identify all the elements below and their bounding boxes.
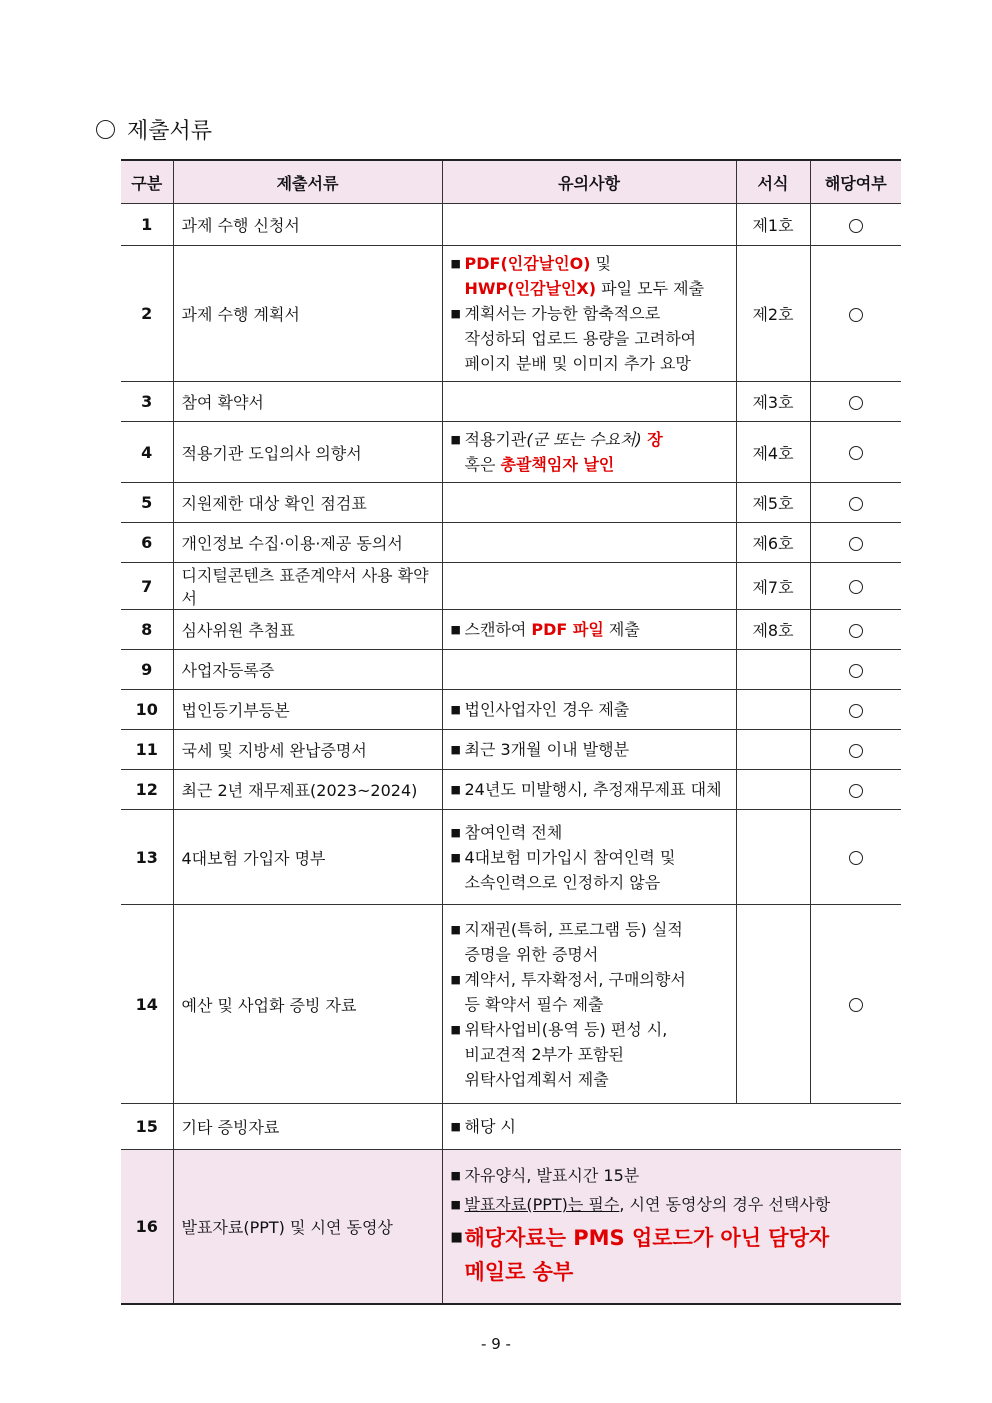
note-text [465, 870, 728, 895]
bullet-icon [451, 452, 465, 477]
row-number: 3 [121, 382, 173, 422]
document-name: 과제 수행 신청서 [173, 204, 442, 246]
document-name: 참여 확약서 [173, 382, 442, 422]
circle-mark-icon [849, 219, 863, 233]
note-line [451, 1192, 894, 1217]
row-number: 5 [121, 483, 173, 523]
header-notes: 유의사항 [442, 160, 736, 204]
applicable-cell [810, 650, 901, 690]
document-name: 과제 수행 계획서 [173, 246, 442, 382]
note-line [451, 967, 728, 992]
note-segment: 제출 [603, 620, 640, 639]
header-form: 서식 [736, 160, 810, 204]
notes-cell [442, 1104, 901, 1150]
bullet-icon: ■ [450, 972, 461, 986]
note-line [451, 992, 728, 1017]
notes-cell [442, 523, 736, 563]
note-text [465, 1255, 894, 1289]
header-document: 제출서류 [173, 160, 442, 204]
note-segment: 등 확약서 필수 제출 [464, 994, 604, 1014]
bullet-icon: ■ [450, 743, 461, 756]
circle-mark-icon [849, 446, 863, 460]
row-number: 12 [121, 770, 173, 810]
note-line [451, 326, 728, 351]
bullet-icon [451, 351, 465, 376]
note-line [451, 452, 728, 477]
note-text [465, 276, 728, 301]
bullet-icon: ■ [450, 257, 461, 270]
table-header-row [121, 160, 901, 204]
note-line [451, 1221, 894, 1255]
document-name: 사업자등록증 [173, 650, 442, 690]
notes-cell [442, 204, 736, 246]
table-row [121, 382, 901, 422]
row-number: 2 [121, 246, 173, 382]
bullet-icon: ■ [450, 703, 461, 716]
bullet-icon: ■ [450, 1230, 463, 1246]
note-segment: 작성하되 업로드 용량을 고려하여 [464, 329, 697, 348]
notes-cell [442, 1150, 901, 1304]
row-number: 13 [121, 810, 173, 905]
form-number: 제4호 [736, 422, 810, 483]
note-emphasis: 총괄책임자 날인 [500, 455, 615, 474]
applicable-cell [810, 523, 901, 563]
note-text [465, 820, 728, 845]
note-text [465, 427, 728, 452]
bullet-icon: ■ [450, 783, 461, 796]
row-number: 9 [121, 650, 173, 690]
note-line [451, 1042, 728, 1067]
note-segment: (군 또는 수요처) [526, 430, 642, 449]
note-text [465, 1192, 894, 1217]
note-segment: 소속인력으로 인정하지 않음 [464, 872, 661, 892]
form-number: 제8호 [736, 610, 810, 650]
note-text [465, 917, 728, 942]
circle-mark-icon [849, 580, 863, 594]
note-text [465, 452, 728, 477]
note-segment: 계획서는 가능한 함축적으로 [464, 304, 661, 323]
note-line [451, 351, 728, 376]
row-number: 14 [121, 905, 173, 1104]
circle-mark-icon [849, 784, 863, 798]
note-line [451, 251, 728, 276]
bullet-icon: ■ [450, 623, 461, 636]
notes-cell [442, 770, 736, 810]
circle-mark-icon [849, 704, 863, 718]
header-applicable: 해당여부 [810, 160, 901, 204]
form-number: 제2호 [736, 246, 810, 382]
note-text [465, 1067, 728, 1092]
note-segment: 비교견적 2부가 포함된 [464, 1044, 624, 1064]
note-line [451, 942, 728, 967]
note-text [465, 251, 728, 276]
table-row [121, 204, 901, 246]
page-number: - 9 - [481, 1335, 511, 1353]
applicable-cell [810, 810, 901, 905]
circle-mark-icon [849, 851, 863, 865]
notes-cell [442, 905, 736, 1104]
note-text [465, 777, 728, 802]
note-line [451, 917, 728, 942]
note-text [465, 1163, 894, 1188]
note-segment: , 시연 동영상의 경우 선택사항 [619, 1195, 831, 1215]
note-segment: 및 [590, 254, 612, 273]
circle-mark-icon [849, 396, 863, 410]
document-name: 법인등기부등본 [173, 690, 442, 730]
document-name: 최근 2년 재무제표(2023~2024) [173, 770, 442, 810]
note-line [451, 617, 728, 642]
note-line [451, 1255, 894, 1289]
document-name: 개인정보 수집·이용·제공 동의서 [173, 523, 442, 563]
table-row [121, 905, 901, 1104]
row-number: 16 [121, 1150, 173, 1304]
note-segment: 최근 3개월 이내 발행분 [464, 740, 630, 759]
circle-mark-icon [849, 308, 863, 322]
note-line [451, 737, 728, 762]
row-number: 1 [121, 204, 173, 246]
notes-cell [442, 730, 736, 770]
circle-mark-icon [849, 624, 863, 638]
bullet-icon [451, 1042, 465, 1067]
applicable-cell [810, 204, 901, 246]
document-name: 적용기관 도입의사 의향서 [173, 422, 442, 483]
row-number: 7 [121, 563, 173, 610]
bullet-icon: ■ [450, 1022, 461, 1036]
note-text [465, 301, 728, 326]
note-segment: 4대보험 미가입시 참여인력 및 [464, 847, 676, 867]
note-segment: 스캔하여 [464, 620, 532, 639]
form-number [736, 810, 810, 905]
notes-cell [442, 690, 736, 730]
note-text [465, 1017, 728, 1042]
form-number: 제1호 [736, 204, 810, 246]
bullet-icon: ■ [450, 922, 461, 936]
document-name: 4대보험 가입자 명부 [173, 810, 442, 905]
note-segment: 자유양식, 발표시간 15분 [464, 1166, 640, 1186]
note-text [465, 967, 728, 992]
form-number [736, 690, 810, 730]
row-number: 8 [121, 610, 173, 650]
table-row [121, 1150, 901, 1304]
note-text [465, 1114, 894, 1139]
note-line [451, 845, 728, 870]
note-line [451, 427, 728, 452]
note-line [451, 820, 728, 845]
note-segment: 파일 모두 제출 [596, 279, 705, 298]
document-name: 기타 증빙자료 [173, 1104, 442, 1150]
circle-mark-icon [849, 497, 863, 511]
header-category: 구분 [121, 160, 173, 204]
table-row [121, 770, 901, 810]
note-line [451, 1017, 728, 1042]
table-row [121, 730, 901, 770]
bullet-icon: ■ [450, 850, 461, 864]
note-segment: 증명을 위한 증명서 [464, 944, 599, 964]
applicable-cell [810, 382, 901, 422]
document-name: 심사위원 추첨표 [173, 610, 442, 650]
note-text [465, 351, 728, 376]
note-line [451, 777, 728, 802]
note-segment: 페이지 분배 및 이미지 추가 요망 [464, 354, 691, 373]
table-row [121, 610, 901, 650]
applicable-cell [810, 246, 901, 382]
table-row [121, 650, 901, 690]
note-line [451, 697, 728, 722]
document-name: 디지털콘텐츠 표준계약서 사용 확약서 [173, 563, 442, 610]
table-row [121, 422, 901, 483]
note-segment: 해당 시 [464, 1117, 516, 1136]
bullet-icon [451, 992, 465, 1017]
document-name: 예산 및 사업화 증빙 자료 [173, 905, 442, 1104]
bullet-icon: ■ [450, 307, 461, 320]
applicable-cell [810, 422, 901, 483]
table-row [121, 523, 901, 563]
notes-cell [442, 810, 736, 905]
note-emphasis: 장 [641, 430, 663, 449]
form-number [736, 770, 810, 810]
row-number: 15 [121, 1104, 173, 1150]
note-text [465, 737, 728, 762]
applicable-cell [810, 905, 901, 1104]
applicable-cell [810, 563, 901, 610]
note-text [465, 697, 728, 722]
note-line [451, 1067, 728, 1092]
note-segment: 지재권(특허, 프로그램 등) 실적 [464, 919, 683, 939]
circle-mark-icon [849, 998, 863, 1012]
circle-mark-icon [849, 744, 863, 758]
section-heading [96, 114, 212, 145]
row-number: 6 [121, 523, 173, 563]
form-number [736, 905, 810, 1104]
table-row [121, 810, 901, 905]
note-emphasis: PDF 파일 [531, 620, 604, 639]
bullet-icon [451, 942, 465, 967]
form-number: 제5호 [736, 483, 810, 523]
bullet-icon [451, 276, 465, 301]
circle-mark-icon [849, 664, 863, 678]
note-line [451, 1163, 894, 1188]
notes-cell [442, 246, 736, 382]
notes-cell [442, 563, 736, 610]
form-number: 제7호 [736, 563, 810, 610]
note-segment: 위탁사업비(용역 등) 편성 시, [464, 1019, 668, 1039]
note-segment: 참여인력 전체 [464, 822, 563, 842]
note-line [451, 276, 728, 301]
bullet-icon: ■ [450, 825, 461, 839]
note-emphasis: PDF(인감날인O) [464, 254, 591, 273]
note-segment: 혹은 [464, 455, 501, 474]
note-emphasis: HWP(인감날인X) [464, 279, 597, 298]
row-number: 4 [121, 422, 173, 483]
section-title: 제출서류 [127, 119, 213, 144]
applicable-cell [810, 690, 901, 730]
form-number: 제6호 [736, 523, 810, 563]
bullet-icon [451, 1255, 465, 1289]
note-segment: 해당자료는 PMS 업로드가 아닌 담당자 [464, 1226, 830, 1251]
table-row [121, 563, 901, 610]
note-text [465, 942, 728, 967]
bullet-icon: ■ [450, 433, 461, 446]
note-line [451, 1114, 894, 1139]
note-segment: 24년도 미발행시, 추정재무제표 대체 [464, 780, 722, 799]
note-segment: 발표자료(PPT)는 필수 [464, 1195, 620, 1215]
bullet-icon [451, 870, 465, 895]
row-number: 10 [121, 690, 173, 730]
table-row [121, 483, 901, 523]
bullet-icon: ■ [450, 1198, 461, 1212]
table-row [121, 1104, 901, 1150]
bullet-icon [451, 1067, 465, 1092]
note-text [465, 992, 728, 1017]
form-number: 제3호 [736, 382, 810, 422]
form-number [736, 650, 810, 690]
notes-cell [442, 650, 736, 690]
note-segment: 위탁사업계획서 제출 [464, 1069, 609, 1089]
circle-icon [96, 120, 115, 139]
note-text [465, 1042, 728, 1067]
applicable-cell [810, 483, 901, 523]
note-text [465, 845, 728, 870]
note-text [465, 1221, 894, 1255]
note-text [465, 326, 728, 351]
table-row [121, 246, 901, 382]
applicable-cell [810, 730, 901, 770]
notes-cell [442, 422, 736, 483]
notes-cell [442, 483, 736, 523]
bullet-icon: ■ [450, 1120, 461, 1133]
note-text [465, 617, 728, 642]
notes-cell [442, 610, 736, 650]
documents-table [121, 159, 901, 1305]
note-segment: 법인사업자인 경우 제출 [464, 700, 630, 719]
applicable-cell [810, 610, 901, 650]
document-name: 지원제한 대상 확인 점검표 [173, 483, 442, 523]
note-line [451, 870, 728, 895]
circle-mark-icon [849, 537, 863, 551]
document-name: 발표자료(PPT) 및 시연 동영상 [173, 1150, 442, 1304]
note-segment: 메일로 송부 [464, 1260, 574, 1285]
row-number: 11 [121, 730, 173, 770]
note-line [451, 301, 728, 326]
bullet-icon: ■ [450, 1169, 461, 1183]
applicable-cell [810, 770, 901, 810]
note-segment: 적용기관 [464, 430, 527, 449]
table-row [121, 690, 901, 730]
note-segment: 계약서, 투자확정서, 구매의향서 [464, 969, 686, 989]
form-number [736, 730, 810, 770]
notes-cell [442, 382, 736, 422]
document-name: 국세 및 지방세 완납증명서 [173, 730, 442, 770]
bullet-icon [451, 326, 465, 351]
